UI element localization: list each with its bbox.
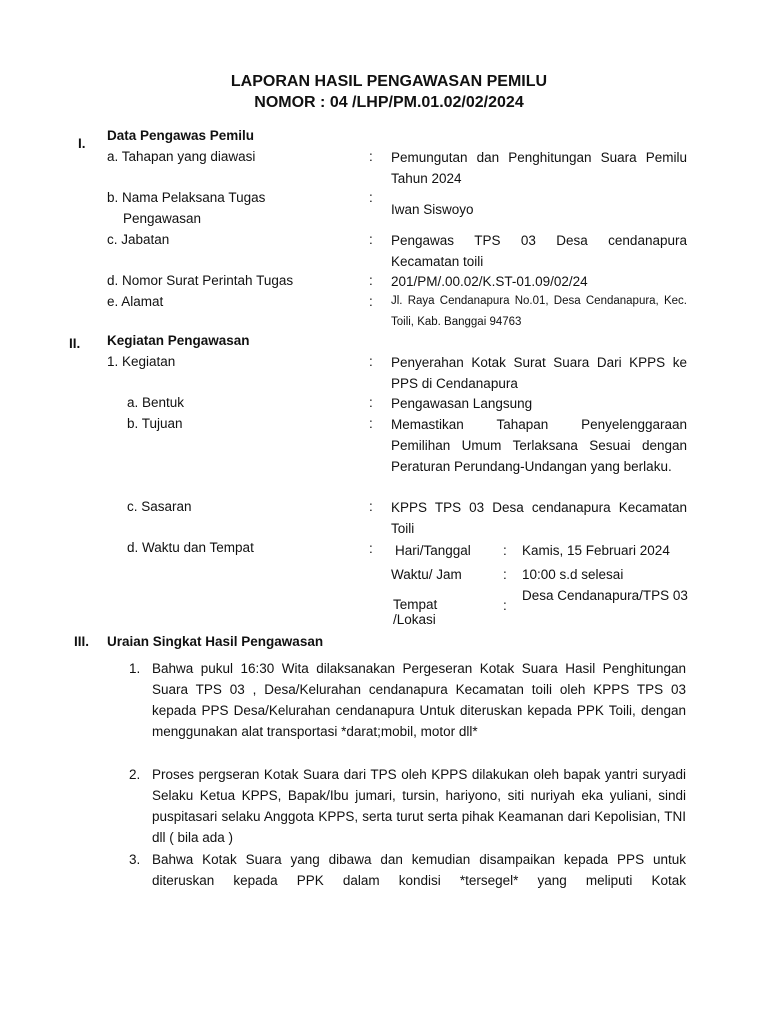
row-label-alamat: e. Alamat xyxy=(107,294,164,309)
row-label-tahapan: a. Tahapan yang diawasi xyxy=(107,149,256,164)
waktu-tempat-label: d. Waktu dan Tempat xyxy=(127,540,254,555)
tempat-lokasi-value: Desa Cendanapura/TPS 03 xyxy=(522,588,688,603)
row-label-nama: b. Nama Pelaksana Tugas xyxy=(107,190,266,205)
colon: : xyxy=(369,294,373,309)
waktu-jam-label: Waktu/ Jam xyxy=(391,567,462,582)
row-label-jabatan: c. Jabatan xyxy=(107,232,170,247)
kegiatan-label: 1. Kegiatan xyxy=(107,354,176,369)
colon: : xyxy=(503,598,507,613)
tujuan-value: Memastikan Tahapan Penyelenggaraan Pemilihan Umum Terlaksana Sesuai dengan Peraturan Perundang-Undangan yang berlaku. xyxy=(391,417,687,474)
colon: : xyxy=(503,567,507,582)
tujuan-label: b. Tujuan xyxy=(127,416,183,431)
list-item-number: 1. xyxy=(129,661,141,676)
hari-tanggal-label: Hari/Tanggal xyxy=(395,543,471,558)
section-2-heading: Kegiatan Pengawasan xyxy=(107,333,250,348)
waktu-jam-value: 10:00 s.d selesai xyxy=(522,567,624,582)
section-3-heading: Uraian Singkat Hasil Pengawasan xyxy=(107,634,324,649)
colon: : xyxy=(369,149,373,164)
list-item-number: 3. xyxy=(129,852,141,867)
sasaran-label: c. Sasaran xyxy=(127,499,192,514)
section-1-numeral: I. xyxy=(78,136,86,151)
sasaran-value: KPPS TPS 03 Desa cendanapura Kecamatan Toili xyxy=(391,500,687,536)
tempat-lokasi-label: Tempat /Lokasi xyxy=(393,597,438,627)
hari-tanggal-value: Kamis, 15 Februari 2024 xyxy=(522,543,670,558)
row-value-tahapan: Pemungutan dan Penghitungan Suara Pemilu Tahun 2024 xyxy=(391,150,687,186)
bentuk-value: Pengawasan Langsung xyxy=(391,396,533,411)
colon: : xyxy=(503,543,507,558)
row-value-alamat: Jl. Raya Cendanapura No.01, Desa Cendanapura, Kec. Toili, Kab. Banggai 94763 xyxy=(391,295,687,328)
list-item-number: 2. xyxy=(129,767,141,782)
section-3-numeral: III. xyxy=(74,634,90,649)
list-item-text: Bahwa Kotak Suara yang dibawa dan kemudian disampaikan kepada PPS untuk diteruskan kepada PPK dalam kondisi *tersegel* yang meliputi Kotak xyxy=(152,852,686,888)
colon: : xyxy=(369,541,373,556)
colon: : xyxy=(369,273,373,288)
row-value-jabatan: Pengawas TPS 03 Desa cendanapura Kecamatan toili xyxy=(391,233,687,269)
row-value-nomor-surat: 201/PM/.00.02/K.ST-01.09/02/24 xyxy=(391,274,588,289)
row-label-nomor-surat: d. Nomor Surat Perintah Tugas xyxy=(107,273,294,288)
list-item-text: Proses pergseran Kotak Suara dari TPS oleh KPPS dilakukan oleh bapak yantri suryadi Selaku Ketua KPPS, Bapak/Ibu jumari, tursin, hariyono, siti nuriyah eka yuliani, sindi puspitasari selaku Anggota KPPS, serta turut serta pihak Keamanan dari Kepolisian, TNI dll ( bila ada ) xyxy=(152,767,686,845)
row-value-nama: Iwan Siswoyo xyxy=(391,202,474,217)
colon: : xyxy=(369,354,373,369)
section-2-numeral: II. xyxy=(69,336,81,351)
colon: : xyxy=(369,232,373,247)
row-label-nama-line2: Pengawasan xyxy=(123,211,202,226)
report-title: LAPORAN HASIL PENGAWASAN PEMILU xyxy=(230,73,548,90)
kegiatan-value: Penyerahan Kotak Surat Suara Dari KPPS ke PPS di Cendanapura xyxy=(391,355,687,391)
list-item-text: Bahwa pukul 16:30 Wita dilaksanakan Pergeseran Kotak Suara Hasil Penghitungan Suara TPS 03 , Desa/Kelurahan cendanapura Kecamatan toili oleh KPPS TPS 03 kepada PPS Desa/Kelurahan cendanapura Untuk diteruskan kepada PPK Toili, dengan menggunakan alat transportasi *darat;mobil, motor dll* xyxy=(152,661,686,739)
colon: : xyxy=(369,395,373,410)
colon: : xyxy=(369,416,373,431)
section-1-heading: Data Pengawas Pemilu xyxy=(107,128,255,143)
bentuk-label: a. Bentuk xyxy=(127,395,185,410)
colon: : xyxy=(369,190,373,205)
report-number: NOMOR : 04 /LHP/PM.01.02/02/2024 xyxy=(254,94,524,111)
colon: : xyxy=(369,499,373,514)
